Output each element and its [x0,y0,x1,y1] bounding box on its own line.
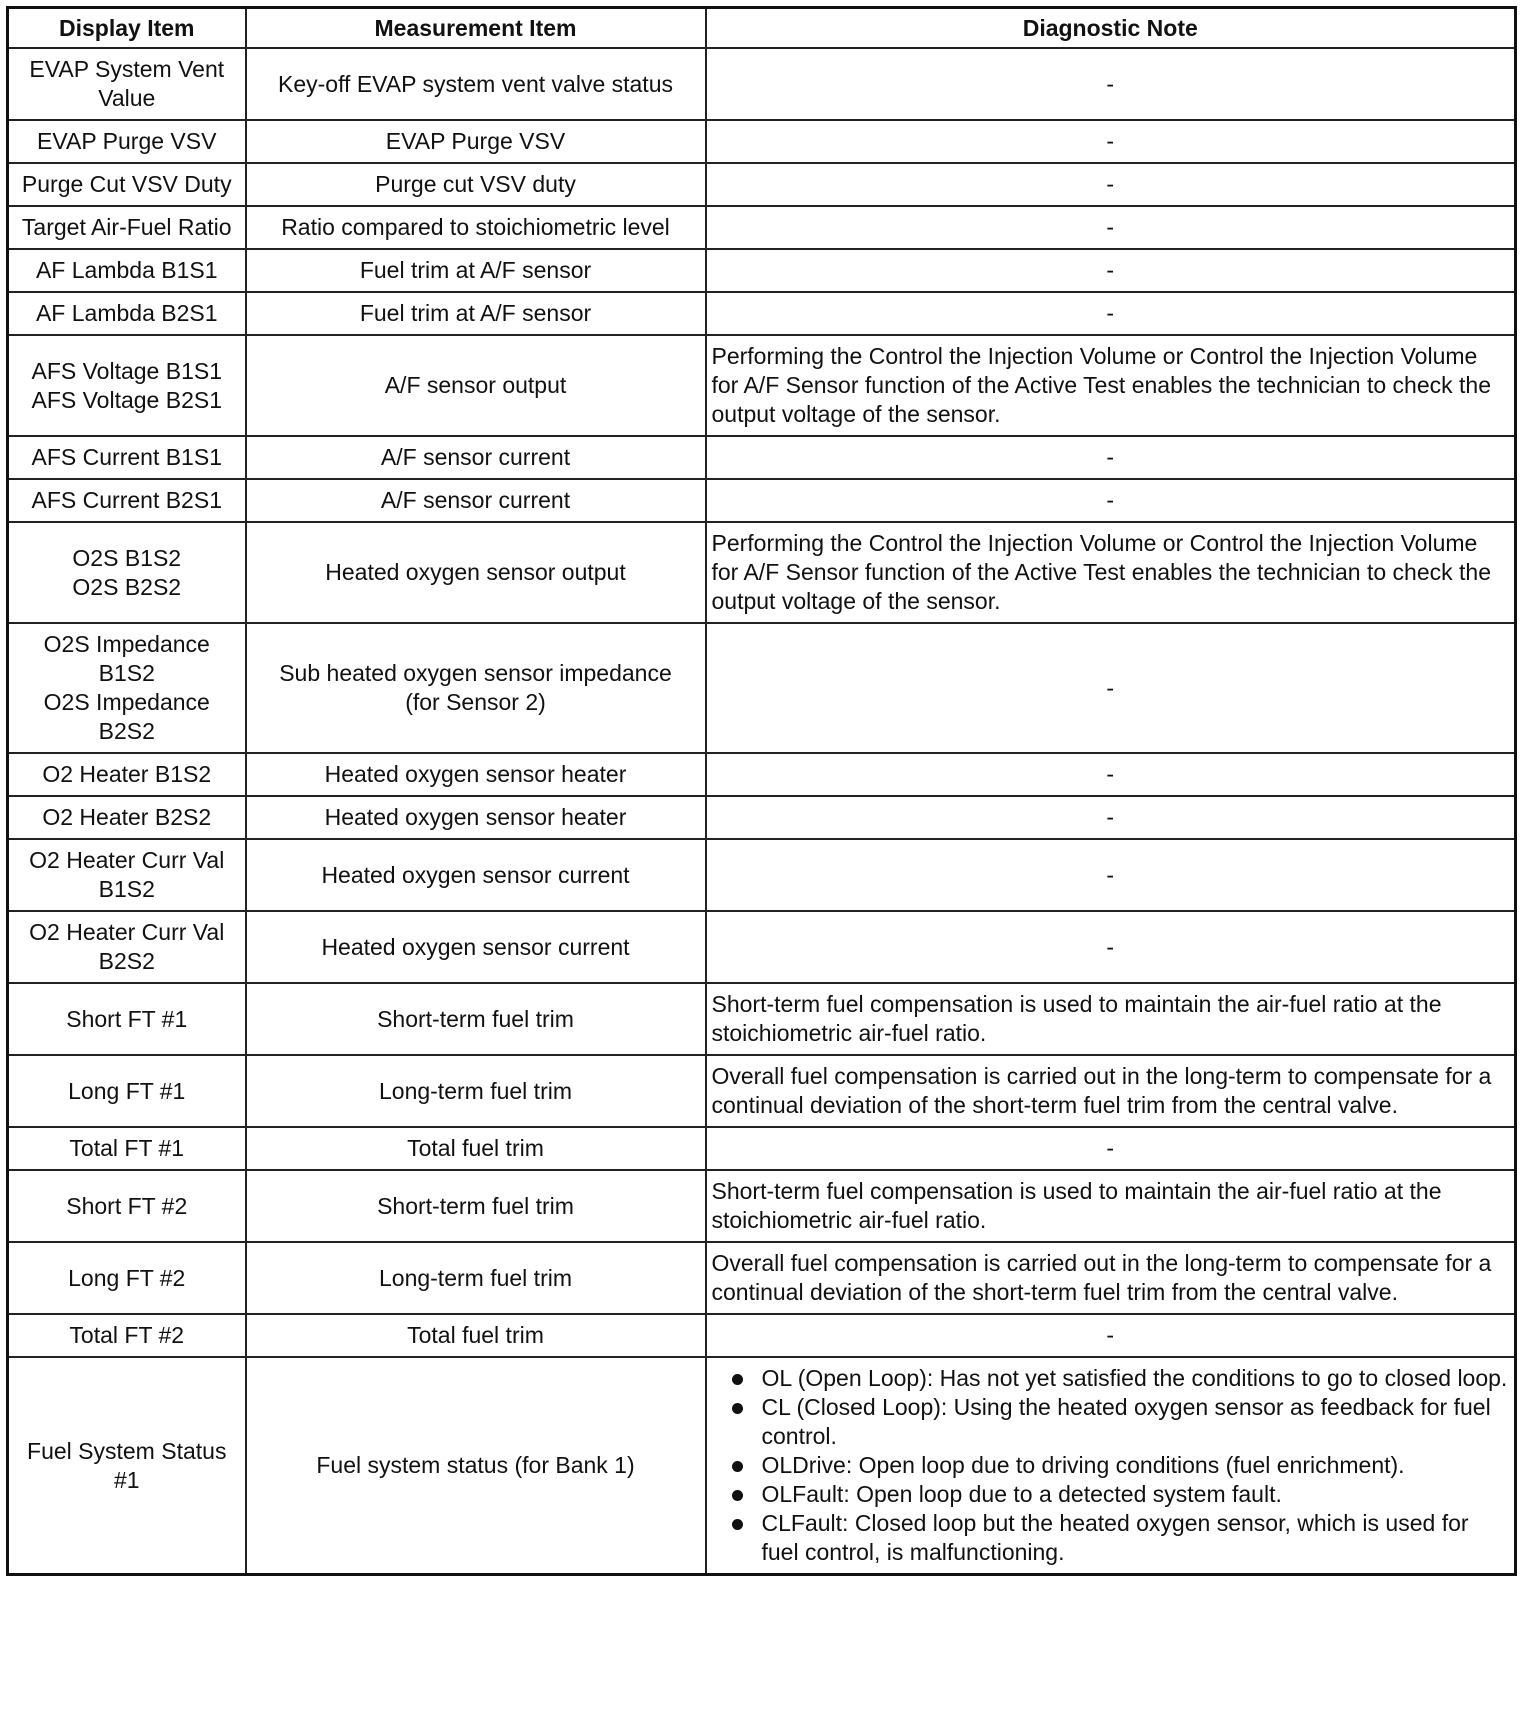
cell-display-item [8,1170,246,1242]
cell-diagnostic-note [706,48,1516,120]
cell-display-item [8,48,246,120]
diagnostic-note-text: - [1106,70,1115,97]
display-item-text: AFS Current B1S1 [31,444,222,470]
diagnostic-note-text: - [1106,444,1115,470]
cell-measurement-item [246,1357,706,1575]
header-measurement-item: Measurement Item [246,8,706,49]
cell-measurement-item [246,206,706,249]
measurement-item-text: Key-off EVAP system vent valve status [277,70,673,97]
display-item-text: O2 Heater B1S2 [42,761,212,787]
cell-measurement-item [246,120,706,163]
display-item-text: Target Air-Fuel Ratio [21,214,232,240]
measurement-item-text: Total fuel trim [407,1322,544,1348]
header-display-item: Display Item [8,8,246,49]
cell-display-item [8,1055,246,1127]
diagnostic-note-text: - [1106,674,1115,701]
measurement-item-text: (for Sensor 2) [405,689,546,715]
cell-display-item [8,163,246,206]
cell-diagnostic-note [706,163,1516,206]
measurement-item-text: Fuel system status (for Bank 1) [316,1452,635,1478]
cell-display-item [8,839,246,911]
display-item-text: AF Lambda B2S1 [35,300,218,326]
measurement-item-text: Total fuel trim [407,1135,544,1161]
table-row [8,796,1516,839]
diagnostic-note-text: - [1106,1322,1115,1348]
display-item-text: O2S B2S2 [72,573,182,600]
measurement-item-text: Long-term fuel trim [378,1264,572,1291]
cell-measurement-item [246,522,706,623]
table-row [8,839,1516,911]
cell-measurement-item [246,436,706,479]
cell-diagnostic-note [706,1055,1516,1127]
display-item-text: O2 Heater B2S2 [42,804,212,830]
table-row [8,623,1516,753]
cell-diagnostic-note [706,335,1516,436]
cell-display-item [8,753,246,796]
cell-measurement-item [246,623,706,753]
diagnostic-note-text: Performing the Control the Injection Volume or Control the Injection Volume for A/F Sensor function of the Active Test enables the technician to check the output voltage of the sensor. [711,343,1491,427]
cell-measurement-item [246,1242,706,1314]
measurement-item-text: Heated oxygen sensor current [321,861,630,888]
cell-measurement-item [246,839,706,911]
cell-diagnostic-note [706,623,1516,753]
diagnostic-note-text: - [1106,933,1115,960]
cell-diagnostic-note [706,436,1516,479]
cell-measurement-item [246,292,706,335]
display-item-text: O2S Impedance B1S2 [43,631,210,686]
display-item-text: AFS Voltage B2S1 [31,386,222,413]
cell-diagnostic-note [706,1170,1516,1242]
display-item-text: Purge Cut VSV Duty [21,171,232,197]
diagnostic-note-bullet: CL (Closed Loop): Using the heated oxygen sensor as feedback for fuel control. [762,1393,1510,1451]
cell-diagnostic-note [706,522,1516,623]
display-item-text: EVAP Purge VSV [37,128,217,154]
table-row [8,249,1516,292]
display-item-text: O2S Impedance B2S2 [43,689,210,744]
cell-display-item [8,522,246,623]
table-row [8,120,1516,163]
cell-diagnostic-note [706,1242,1516,1314]
display-item-text: Fuel System Status #1 [27,1437,227,1493]
display-item-text: O2 Heater Curr Val B1S2 [29,847,225,902]
table-body [8,48,1516,1575]
diagnostic-note-text: Overall fuel compensation is carried out in the long-term to compensate for a continual deviation of the short-term fuel trim from the central valve. [711,1063,1492,1118]
cell-display-item [8,1127,246,1170]
display-item-text: Total FT #2 [69,1322,185,1348]
cell-display-item [8,120,246,163]
measurement-item-text: Ratio compared to stoichiometric level [281,214,670,240]
table-row [8,522,1516,623]
cell-measurement-item [246,1055,706,1127]
cell-display-item [8,249,246,292]
table-row [8,479,1516,522]
table-row [8,1314,1516,1357]
display-item-text: AFS Voltage B1S1 [31,357,222,384]
cell-diagnostic-note [706,249,1516,292]
table-row [8,911,1516,983]
display-item-text: Long FT #2 [68,1264,186,1291]
measurement-item-text: Fuel trim at A/F sensor [359,257,592,283]
display-item-text: Short FT #2 [66,1192,188,1219]
measurement-item-text: A/F sensor current [380,444,571,470]
measurement-item-text: A/F sensor current [380,487,571,513]
diagnostic-note-text: - [1106,128,1115,154]
cell-display-item [8,796,246,839]
measurement-item-text: EVAP Purge VSV [385,128,566,154]
table-row [8,1170,1516,1242]
cell-measurement-item [246,249,706,292]
diagnostic-note-text: - [1106,861,1115,888]
cell-measurement-item [246,753,706,796]
measurement-item-text: Heated oxygen sensor heater [324,761,627,787]
cell-diagnostic-note [706,911,1516,983]
cell-diagnostic-note [706,1357,1516,1575]
table-row [8,1357,1516,1575]
diagnostic-note-text: Overall fuel compensation is carried out in the long-term to compensate for a continual deviation of the short-term fuel trim from the central valve. [711,1250,1492,1305]
cell-display-item [8,1357,246,1575]
diagnostic-note-text: - [1106,1135,1115,1161]
display-item-text: Long FT #1 [68,1077,186,1104]
cell-diagnostic-note [706,753,1516,796]
cell-diagnostic-note [706,479,1516,522]
document-page [6,6,1514,1576]
display-item-text: Short FT #1 [66,1005,188,1032]
cell-measurement-item [246,48,706,120]
diagnostic-note-bullet: CLFault: Closed loop but the heated oxygen sensor, which is used for fuel control, is malfunctioning. [762,1509,1510,1567]
cell-measurement-item [246,1170,706,1242]
cell-display-item [8,983,246,1055]
measurement-item-text: Sub heated oxygen sensor impedance [279,660,672,686]
diagnostic-note-text: Performing the Control the Injection Volume or Control the Injection Volume for A/F Sensor function of the Active Test enables the technician to check the output voltage of the sensor. [711,530,1491,614]
diagnostic-note-list [712,1364,1510,1567]
diagnostic-note-text: - [1106,487,1115,513]
measurement-item-text: Purge cut VSV duty [375,171,576,197]
measurement-item-text: Heated oxygen sensor output [325,559,626,585]
cell-measurement-item [246,1127,706,1170]
diagnostic-note-text: - [1106,761,1115,787]
display-item-text: Total FT #1 [69,1135,185,1161]
diagnostic-note-text: - [1106,300,1115,326]
measurement-item-text: Fuel trim at A/F sensor [359,300,592,326]
diagnostic-note-bullet: OL (Open Loop): Has not yet satisfied the conditions to go to closed loop. [761,1365,1508,1391]
cell-display-item [8,911,246,983]
measurement-item-text: Heated oxygen sensor heater [324,804,627,830]
table-row [8,206,1516,249]
cell-display-item [8,1242,246,1314]
cell-display-item [8,206,246,249]
cell-diagnostic-note [706,1127,1516,1170]
table-row [8,163,1516,206]
cell-display-item [8,436,246,479]
diagnostic-note-bullet: OLDrive: Open loop due to driving conditions (fuel enrichment). [762,1451,1510,1480]
table-row [8,436,1516,479]
measurement-item-text: Short-term fuel trim [377,1192,574,1219]
cell-measurement-item [246,1314,706,1357]
cell-diagnostic-note [706,983,1516,1055]
cell-measurement-item [246,796,706,839]
diagnostic-note-text: Short-term fuel compensation is used to maintain the air-fuel ratio at the stoichiometric air-fuel ratio. [711,991,1442,1046]
table-header-row [8,8,1516,49]
diagnostic-note-text: - [1106,804,1115,830]
table-row [8,753,1516,796]
diagnostic-note-bullet: OLFault: Open loop due to a detected system fault. [762,1480,1510,1509]
measurement-item-text: Heated oxygen sensor current [321,933,630,960]
cell-measurement-item [246,479,706,522]
diagnostic-note-text: - [1106,214,1115,240]
cell-measurement-item [246,335,706,436]
cell-diagnostic-note [706,839,1516,911]
cell-diagnostic-note [706,1314,1516,1357]
table-row [8,1055,1516,1127]
table-row [8,1127,1516,1170]
table-row [8,1242,1516,1314]
display-item-text: EVAP System Vent Value [29,56,225,111]
cell-measurement-item [246,911,706,983]
diagnostic-data-table [6,6,1517,1576]
cell-measurement-item [246,163,706,206]
cell-display-item [8,623,246,753]
cell-display-item [8,479,246,522]
measurement-item-text: Long-term fuel trim [378,1077,572,1104]
measurement-item-text: A/F sensor output [384,372,567,398]
display-item-text: AFS Current B2S1 [31,487,222,513]
display-item-text: AF Lambda B1S1 [35,257,218,283]
display-item-text: O2 Heater Curr Val B2S2 [29,919,225,974]
table-row [8,292,1516,335]
cell-diagnostic-note [706,292,1516,335]
cell-diagnostic-note [706,120,1516,163]
cell-display-item [8,1314,246,1357]
table-row [8,48,1516,120]
header-diagnostic-note: Diagnostic Note [706,8,1516,49]
measurement-item-text: Short-term fuel trim [377,1005,574,1032]
display-item-text: O2S B1S2 [72,544,182,571]
table-row [8,335,1516,436]
diagnostic-note-text: - [1106,257,1115,283]
cell-diagnostic-note [706,796,1516,839]
diagnostic-note-text: - [1106,171,1115,197]
cell-display-item [8,292,246,335]
diagnostic-note-text: Short-term fuel compensation is used to maintain the air-fuel ratio at the stoichiometric air-fuel ratio. [711,1178,1442,1233]
cell-measurement-item [246,983,706,1055]
cell-diagnostic-note [706,206,1516,249]
table-row [8,983,1516,1055]
cell-display-item [8,335,246,436]
